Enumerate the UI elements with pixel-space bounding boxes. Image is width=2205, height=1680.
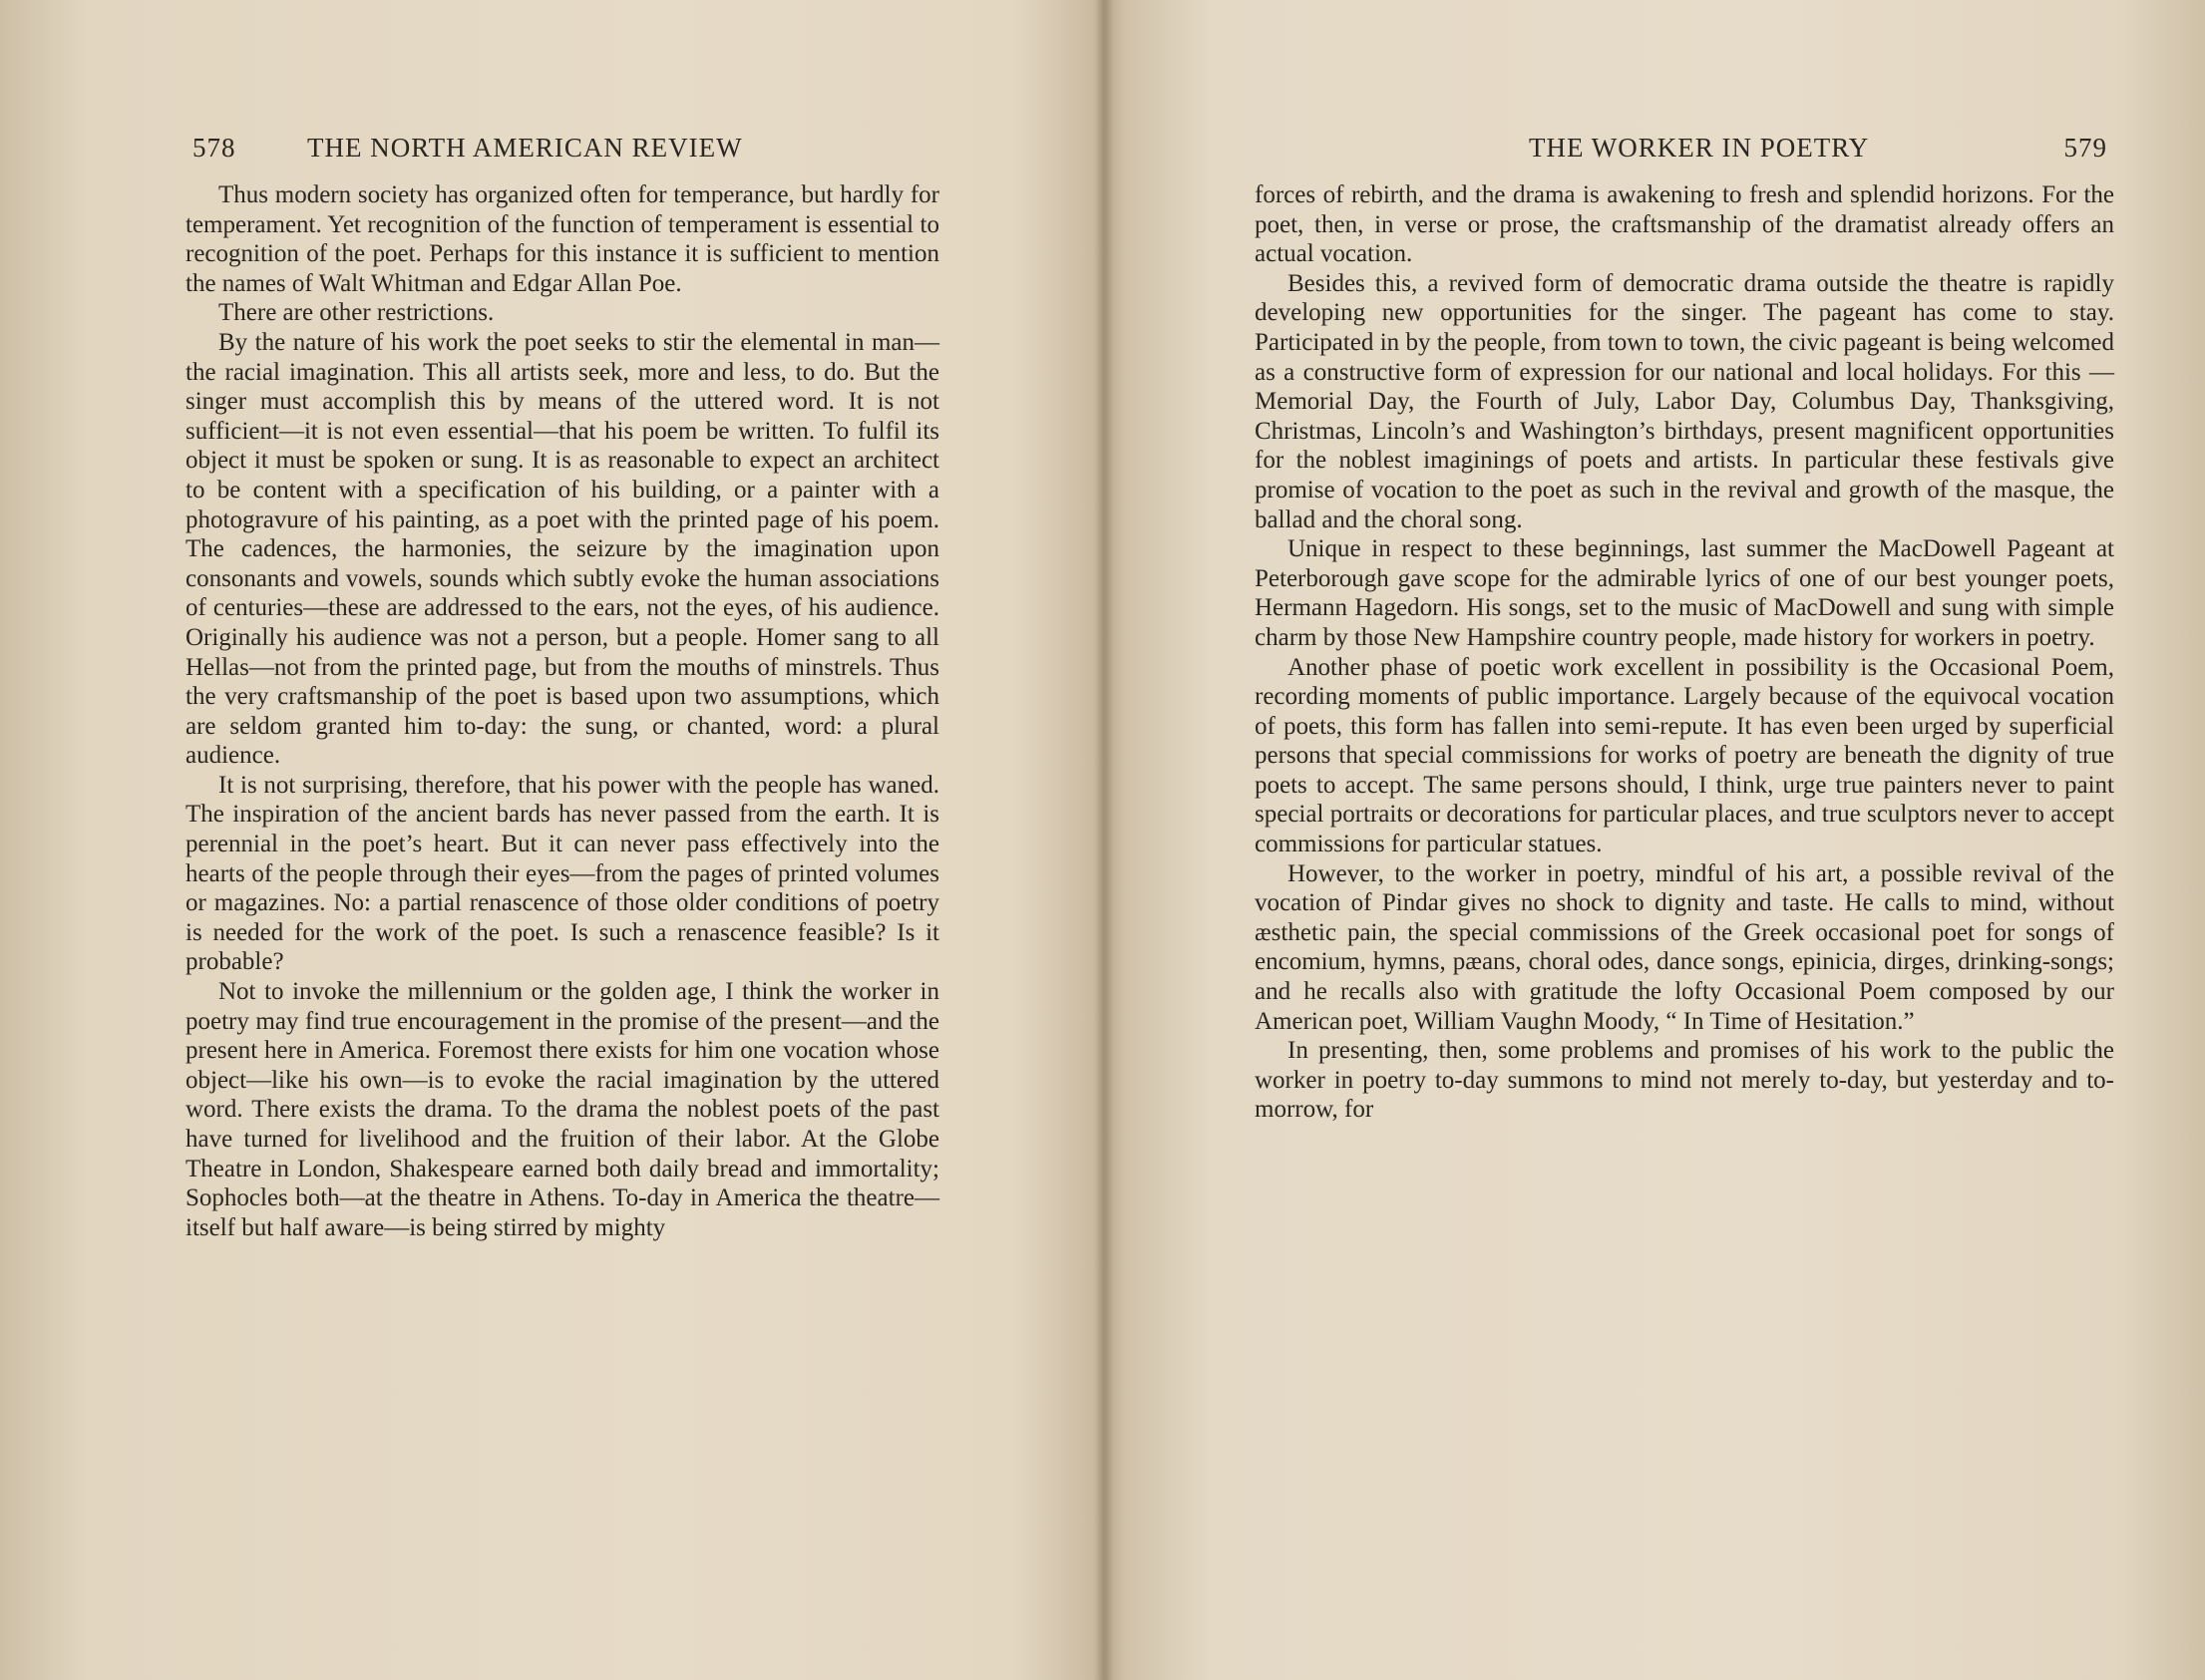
- paragraph: Besides this, a revived form of democratic drama outside the theatre is rapidly developing new opportunities for the singer. The pageant has come to stay. Participated in by the people, from town to town, the civic pageant is being welcomed as a constructive form of expression for our national and local holidays. For this — Memorial Day, the Fourth of July, Labor Day, Columbus Day, Thanksgiving, Christmas, Lincoln’s and Washington’s birthdays, present magnificent opportunities for the noblest imaginings of poets and artists. In particular these festivals give promise of vocation to the poet as such in the revival and growth of the masque, the ballad and the choral song.: [1255, 269, 2114, 533]
- paragraph: Another phase of poetic work excellent in possibility is the Occasional Poem, recording moments of public importance. Largely because of the equivocal vocation of poets, this form has fallen into semi-repute. It has even been urged by superficial persons that special commissions for works of poetry are beneath the dignity of true poets to accept. The same persons should, I think, urge true painters never to paint special portraits or decorations for particular places, and true sculptors never to accept commissions for particular statues.: [1255, 653, 2114, 858]
- paragraph: There are other restrictions.: [218, 299, 495, 327]
- left-page: [0, 0, 1102, 1680]
- right-running-head: [1260, 133, 2107, 172]
- paragraph: In presenting, then, some problems and promises of his work to the public the worker in poetry to-day summons to mind not merely to-day, but yesterday and to-morrow, for: [1255, 1037, 2114, 1124]
- paragraph: It is not surprising, therefore, that his power with the people has waned. The inspiration of the ancient bards has never passed from the earth. It is perennial in the poet’s heart. But it can never pass effectively into the hearts of the people through their eyes—from the pages of printed volumes or magazines. No: a partial renascence of those older conditions of poetry is needed for the work of the poet. Is such a renascence feasible? Is it probable?: [185, 771, 939, 976]
- paragraph: Thus modern society has organized often for temperance, but hardly for temperament. Yet recognition of the function of temperament is essential to recognition of the poet. Perhaps for this instance it is sufficient to mention the names of Walt Whitman and Edgar Allan Poe.: [185, 181, 939, 297]
- right-article-title: THE WORKER IN POETRY: [1529, 133, 1870, 163]
- paragraph: By the nature of his work the poet seeks to stir the elemental in man—the racial imagination. This all artists seek, more and less, to do. But the singer must accomplish this by means of the uttered word. It is not sufficient—it is not even essential—that his poem be written. To fulfil its object it must be spoken or sung. It is as reasonable to expect an architect to be content with a specification of his building, or a painter with a photogravure of his painting, as a poet with the printed page of his poem. The cadences, the harmonies, the seizure by the imagination upon consonants and vowels, sounds which subtly evoke the human associations of centuries—these are addressed to the ears, not the eyes, of his audience. Originally his audience was not a person, but a people. Homer sang to all Hellas—not from the printed page, but from the mouths of minstrels. Thus the very craftsmanship of the poet is based upon two assumptions, which are seldom granted him to-day: the sung, or chanted, word: a plural audience.: [185, 328, 939, 770]
- right-body-text: [1255, 180, 2114, 1125]
- paragraph: However, to the worker in poetry, mindful of his art, a possible revival of the vocation of Pindar gives no shock to dignity and taste. He calls to mind, without æsthetic pain, the special commissions of the Greek occasional poet for songs of encomium, hymns, pæans, choral odes, dance songs, epinicia, dirges, drinking-songs; and he recalls also with gratitude the lofty Occasional Poem composed by our American poet, William Vaughn Moody, “ In Time of Hesitation.”: [1255, 859, 2114, 1035]
- left-journal-title: THE NORTH AMERICAN REVIEW: [307, 133, 743, 163]
- right-page-number: 579: [2063, 133, 2107, 163]
- right-page: [1103, 0, 2205, 1680]
- paragraph: Not to invoke the millennium or the golden age, I think the worker in poetry may find true encouragement in the promise of the present—and the present here in America. Foremost there exists for him one vocation whose object—like his own—is to evoke the racial imagination by the uttered word. There exists the drama. To the drama the noblest poets of the past have turned for livelihood and the fruition of their labor. At the Globe Theatre in London, Shakespeare earned both daily bread and immortality; Sophocles both—at the theatre in Athens. To-day in America the theatre—itself but half aware—is being stirred by mighty: [185, 978, 939, 1241]
- left-running-head: [192, 133, 940, 172]
- left-page-number: 578: [192, 133, 236, 163]
- left-body-text: [185, 180, 939, 1242]
- continued-paragraph: forces of rebirth, and the drama is awakening to fresh and splendid horizons. For the poet, then, in verse or prose, the craftsmanship of the dramatist already offers an actual vocation.: [1255, 181, 2114, 268]
- paragraph: Unique in respect to these beginnings, last summer the MacDowell Pageant at Peterborough gave scope for the admirable lyrics of one of our best younger poets, Hermann Hagedorn. His songs, set to the music of MacDowell and sung with simple charm by those New Hampshire country people, made history for workers in poetry.: [1255, 535, 2114, 651]
